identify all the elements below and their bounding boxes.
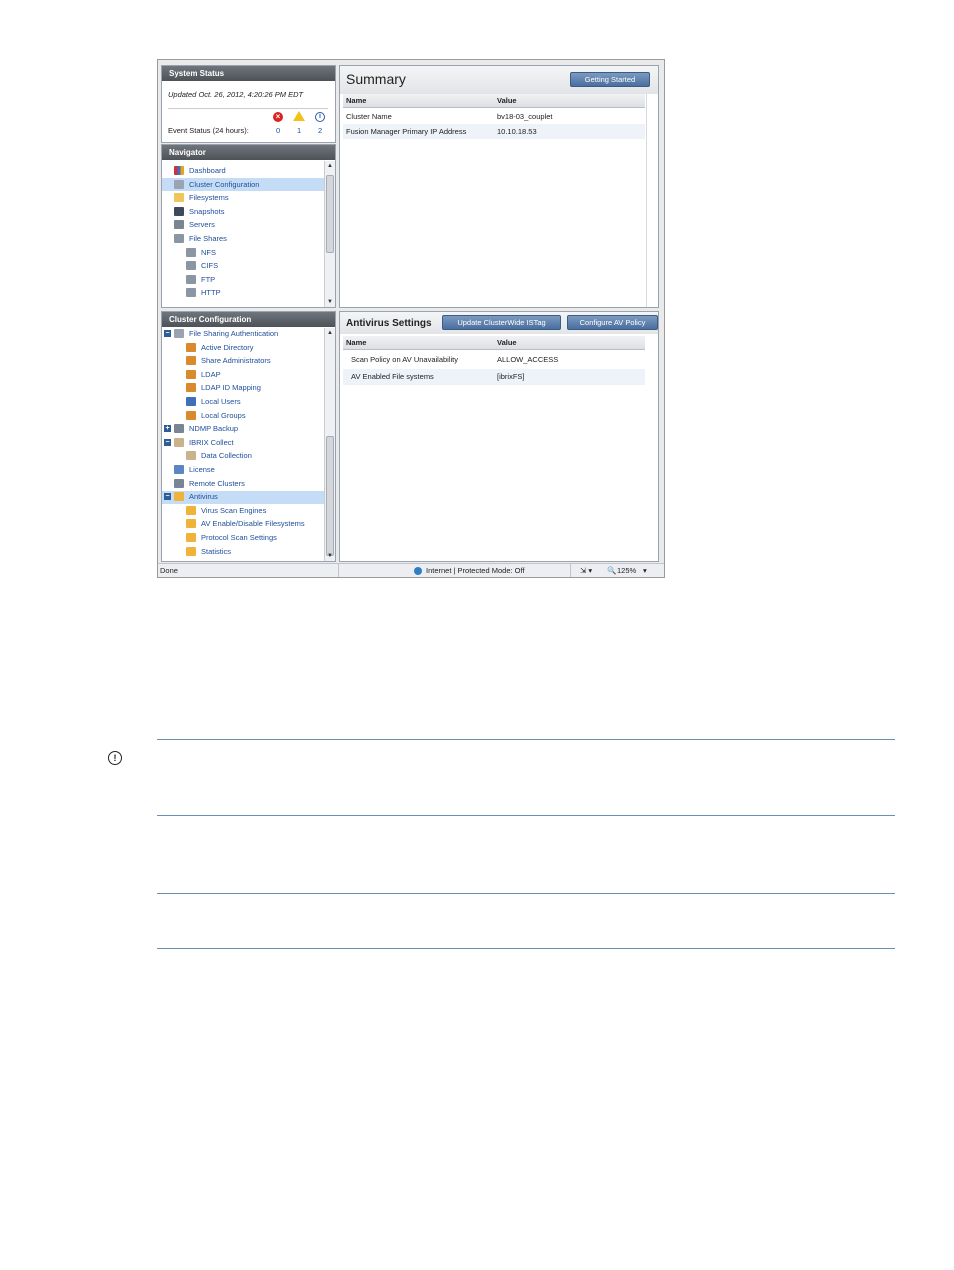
updated-timestamp: Updated Oct. 26, 2012, 4:20:26 PM EDT	[168, 90, 304, 99]
tag-icon	[186, 451, 196, 460]
divider	[157, 815, 895, 816]
user-icon	[186, 397, 196, 406]
tree-item-label: Data Collection	[201, 451, 252, 461]
tree-item-label: Remote Clusters	[189, 478, 245, 488]
tree-item-protocol-scan-settings[interactable]	[186, 531, 277, 544]
system-status-panel	[161, 65, 336, 143]
tree-item-ldap[interactable]	[186, 368, 221, 381]
tree-item-ftp[interactable]	[186, 273, 215, 286]
tree-item-http[interactable]	[186, 286, 221, 299]
tree-item-virus-scan-engines[interactable]	[186, 504, 266, 517]
tree-item-label: Snapshots	[189, 206, 225, 216]
tree-item-label: HTTP	[201, 288, 221, 298]
tree-item-data-collection[interactable]	[186, 449, 252, 462]
navigator-panel	[161, 144, 336, 308]
tree-item-label: Cluster Configuration	[189, 179, 260, 189]
tree-item-label: Filesystems	[189, 193, 229, 203]
scroll-down-icon[interactable]: ▼	[327, 553, 333, 559]
cluster-configuration-panel	[161, 311, 336, 562]
tree-item-label: LDAP	[201, 369, 221, 379]
chevron-down-icon[interactable]: ▾	[643, 566, 647, 575]
info-icon: i	[315, 112, 325, 122]
divider	[157, 948, 895, 949]
server-icon	[174, 479, 184, 488]
tree-item-local-groups[interactable]	[186, 409, 246, 422]
row-value: ALLOW_ACCESS	[497, 355, 559, 364]
tree-item-filesystems[interactable]	[174, 191, 229, 204]
tree-item-remote-clusters[interactable]	[174, 477, 245, 490]
row-name: AV Enabled File systems	[351, 372, 434, 381]
tree-item-label: NDMP Backup	[189, 424, 239, 434]
critical-count[interactable]: 0	[276, 126, 281, 135]
navigator-title: Navigator	[162, 145, 335, 160]
tree-item-label: Local Users	[201, 397, 241, 406]
tree-item-label: LDAP ID Mapping	[201, 383, 261, 393]
tree-item-cifs[interactable]	[186, 259, 218, 272]
tree-item-label: Servers	[189, 220, 215, 230]
table-row[interactable]	[343, 124, 645, 139]
tree-item-cluster-configuration[interactable]	[174, 178, 259, 191]
collapse-icon[interactable]: −	[165, 330, 170, 337]
screenshot-frame	[157, 59, 665, 578]
table-row[interactable]	[343, 352, 645, 368]
update-clusterwide-istag-button[interactable]: Update ClusterWide ISTag	[442, 315, 561, 330]
warning-icon	[293, 111, 305, 121]
tree-item-label: File Shares	[189, 234, 227, 243]
license-icon	[174, 465, 184, 474]
users-icon	[186, 343, 196, 352]
divider	[338, 564, 339, 578]
camera-icon	[174, 207, 184, 216]
tree-item-nfs[interactable]	[186, 246, 216, 259]
summary-panel	[339, 65, 659, 308]
tree-item-label: Statistics	[201, 546, 232, 556]
row-name: Scan Policy on AV Unavailability	[351, 355, 458, 364]
tree-item-dashboard[interactable]	[174, 164, 226, 177]
antivirus-table-header	[343, 336, 645, 350]
scroll-thumb[interactable]	[326, 436, 334, 556]
browser-status-bar	[158, 563, 664, 578]
tree-item-label: License	[189, 465, 215, 474]
scroll-up-icon[interactable]: ▲	[327, 163, 333, 169]
users-icon	[186, 356, 196, 365]
gear-icon	[174, 180, 184, 189]
antivirus-settings-panel	[339, 311, 659, 562]
shield-icon	[186, 547, 196, 556]
server-icon	[174, 424, 184, 433]
tree-item-file-shares[interactable]	[174, 232, 227, 245]
users-icon	[186, 370, 196, 379]
column-value: Value	[497, 96, 517, 105]
tree-item-file-sharing-authentication[interactable]	[164, 327, 278, 340]
security-zone[interactable]: Internet | Protected Mode: Off	[426, 566, 525, 575]
tree-item-share-administrators[interactable]	[186, 354, 271, 367]
divider	[157, 739, 895, 740]
expand-icon[interactable]: +	[165, 425, 170, 433]
table-row[interactable]	[343, 109, 645, 124]
protected-mode-icon[interactable]: ⇲ ▾	[580, 566, 593, 575]
tree-item-label: NFS	[201, 247, 216, 257]
tree-item-label: CIFS	[201, 261, 219, 271]
navigator-scrollbar[interactable]	[324, 161, 335, 307]
tree-item-av-enable-disable-filesystems[interactable]	[186, 517, 305, 530]
important-icon: !	[108, 751, 122, 765]
tree-item-servers[interactable]	[174, 218, 215, 231]
share-icon	[186, 261, 196, 270]
divider	[570, 564, 571, 578]
summary-scroll-track	[646, 94, 658, 307]
users-icon	[186, 411, 196, 420]
tree-item-snapshots[interactable]	[174, 205, 224, 218]
tree-item-license[interactable]	[174, 463, 215, 476]
divider	[157, 893, 895, 894]
column-value: Value	[497, 338, 517, 347]
row-name: Cluster Name	[346, 112, 392, 121]
collapse-icon[interactable]: −	[165, 438, 170, 446]
tree-item-label: File Sharing Authentication	[189, 329, 279, 338]
row-value: 10.10.18.53	[497, 127, 537, 136]
summary-table-header	[343, 94, 645, 108]
collapse-icon[interactable]: −	[165, 493, 170, 501]
event-status-label: Event Status (24 hours):	[168, 126, 249, 135]
tree-item-antivirus[interactable]	[164, 490, 218, 503]
critical-icon: ×	[273, 112, 283, 122]
warning-count[interactable]: 1	[297, 126, 302, 135]
status-text: Done	[160, 566, 178, 575]
gear-icon	[174, 329, 184, 338]
tree-item-label: Dashboard	[189, 166, 226, 175]
column-name: Name	[346, 96, 367, 105]
tree-item-statistics[interactable]	[186, 545, 231, 558]
globe-icon	[414, 567, 422, 575]
column-name: Name	[346, 338, 367, 347]
tree-item-label: IBRIX Collect	[189, 437, 234, 447]
share-icon	[186, 288, 196, 297]
row-value: [ibrixFS]	[497, 372, 525, 381]
tree-item-label: Share Administrators	[201, 356, 271, 366]
users-icon	[186, 383, 196, 392]
tree-item-ldap-id-mapping[interactable]	[186, 381, 261, 394]
divider	[168, 108, 328, 109]
cluster-config-scrollbar[interactable]	[324, 328, 335, 561]
tree-item-label: Protocol Scan Settings	[201, 533, 277, 542]
share-icon	[186, 248, 196, 257]
info-count[interactable]: 2	[318, 126, 323, 135]
system-status-title: System Status	[162, 66, 335, 81]
getting-started-button[interactable]: Getting Started	[570, 72, 650, 87]
cluster-configuration-title: Cluster Configuration	[162, 312, 335, 327]
zoom-level[interactable]: 125%	[617, 566, 637, 575]
shield-icon	[186, 506, 196, 515]
scroll-thumb[interactable]	[326, 175, 334, 253]
tree-item-local-users[interactable]	[186, 395, 241, 408]
shield-icon	[174, 492, 184, 501]
tree-item-label: Active Directory	[201, 342, 254, 352]
tag-icon	[174, 438, 184, 447]
dashboard-icon	[174, 166, 184, 175]
server-icon	[174, 220, 184, 229]
summary-title: Summary	[346, 71, 406, 87]
zoom-icon: 🔍	[607, 566, 617, 575]
row-value: bv18-03_couplet	[497, 112, 553, 121]
tree-item-label: AV Enable/Disable Filesystems	[201, 519, 305, 529]
configure-av-policy-button[interactable]: Configure AV Policy	[567, 315, 658, 330]
tree-item-ibrix-collect[interactable]	[164, 436, 234, 449]
scroll-up-icon[interactable]: ▲	[327, 330, 333, 336]
tree-item-active-directory[interactable]	[186, 341, 254, 354]
table-row[interactable]	[343, 369, 645, 385]
tree-item-label: Virus Scan Engines	[201, 505, 267, 515]
share-icon	[186, 275, 196, 284]
row-name: Fusion Manager Primary IP Address	[346, 127, 467, 136]
shield-icon	[186, 519, 196, 528]
tree-item-label: FTP	[201, 274, 216, 284]
share-icon	[174, 234, 184, 243]
folder-icon	[174, 193, 184, 202]
shield-icon	[186, 533, 196, 542]
tree-item-label: Antivirus	[189, 492, 218, 502]
tree-item-ndmp-backup[interactable]	[164, 422, 238, 435]
tree-item-label: Local Groups	[201, 410, 246, 420]
antivirus-title: Antivirus Settings	[346, 318, 432, 329]
scroll-down-icon[interactable]: ▼	[327, 299, 333, 305]
